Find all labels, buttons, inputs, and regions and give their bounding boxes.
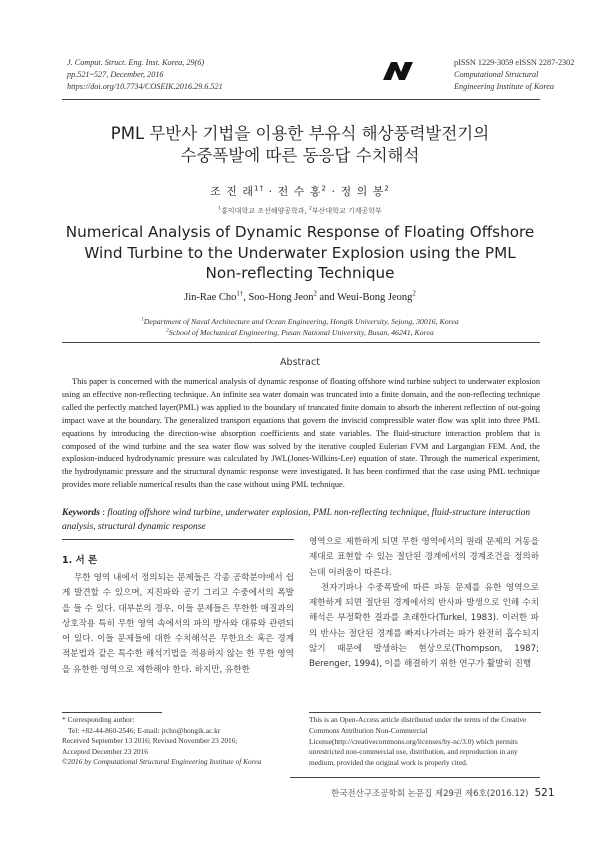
open-access-notice: This is an Open-Access article distributed under the terms of the Creative Commons Attribution Non-Commercial License(http://creativecommons.org/licenses/by-nc/3.0) which permits unrestricted non-commercial use, distribution, and reproduction in any medium, provided the original work is properly cited. (309, 715, 527, 768)
body-column-left: 무한 영역 내에서 정의되는 문제들은 각종 공학분야에서 쉽게 발견할 수 있으며, 지진파와 공기 그리고 수중에서의 폭발을 들 수 있다. 대부분의 경우, 이들 문제들은 무한한 매질과의 상호작용 특히 무한 영역 속에서의 파의 방사와 대류와 관련되어 있다. 이들 문제들에 대한 수치해석은 무한요소 혹은 경계적분법과 같은 특수한 해석기법을 적용하지 않는 한 무한 영역을 유한한 영역으로 제한해야 한다. 하지만, 유한한 (62, 573, 294, 675)
body-column-right (309, 535, 539, 673)
received-dates: Received September 13 2016; Revised November 23 2016; (62, 736, 238, 745)
author-name: Soo-Hong Jeon (248, 292, 314, 303)
abstract-body: This paper is concerned with the numerical analysis of dynamic response of floating offshore wind turbine subject to underwater explosion using an effective non-reflecting technique. An infinite sea water domain was truncated into a finite domain, and the non-reflecting technique called the perfectly matched layer(PML) was applied to the boundary of truncated finite domain to absorb the inherent reflection of out-going impact wave at the boundary. The generalized transport equations that govern the inviscid compressible water flow was split into three PML equations by introducing the direction-wise absorption coefficients and state variables. The fluid-structure interaction problem that is composed of the wind turbine and the sea water flow was solved by the iterative coupled Eulerian FVM and Largangian FEM. And, the explosion-induced hydrodynamic pressure was calculated by JWL(Jones-Wilkins-Lee) equation of state. Through the numerical experiment, the hydrodynamic pressure and the structural dynamic response were investigated. It has been confirmed that the case using PML technique provides more reliable numerical results than the case without using PML technique. (62, 377, 540, 490)
open-access-divider (309, 712, 541, 713)
author-name: Jin-Rae Cho (184, 292, 237, 303)
cosek-logo-icon (381, 60, 415, 82)
author-separator: , (243, 292, 249, 303)
author-name: 전 수 홍 (277, 185, 322, 198)
author-mark: 2 (321, 183, 327, 193)
affiliation-line (0, 316, 600, 327)
section-divider (62, 539, 294, 540)
title-english-line: Wind Turbine to the Underwater Explosion using the PML (84, 243, 516, 262)
author-mark: 2 (384, 183, 390, 193)
journal-issn-block (454, 57, 574, 93)
footer-divider (290, 777, 540, 778)
paragraph: 전자기파나 수중폭발에 따른 파동 문제를 유한 영역으로 제한하게 되면 절단된 경계에서의 반사파 발생으로 인해 수치해석은 부정확한 결과를 초래한다(Turkel, 1983). 이러한 파의 반사는 절단된 경계를 빠져나가려는 파가 완전히 흡수되지 않기 때문에 발생하는 현상으로(Thompson, 1987; Berenger, 1994), 이를 해결하기 위한 연구가 활발히 진행 (309, 582, 539, 670)
author-mark: 1† (253, 183, 265, 193)
title-english-line: Non-reflecting Technique (205, 264, 395, 282)
corresponding-author-label: * Corresponding author: (62, 715, 135, 724)
title-korean-line: PML 무반사 기법을 이용한 부유식 해상풍력발전기의 (110, 124, 490, 143)
footnotes (62, 715, 298, 768)
citation-line: J. Comput. Struct. Eng. Inst. Korea, 29(6) (67, 58, 205, 67)
affiliation-text: 홍익대학교 조선해양공학과, (221, 207, 309, 215)
affiliation-mark: 1 (218, 206, 222, 212)
author-separator: · (327, 185, 341, 198)
author-mark: 2 (412, 290, 416, 298)
author-mark: 2 (313, 290, 317, 298)
affiliations-english (0, 316, 600, 338)
society-line: Engineering Institute of Korea (454, 82, 554, 91)
abstract-heading: Abstract (280, 357, 320, 368)
author-separator: · (264, 185, 278, 198)
affiliation-text: Department of Naval Architecture and Ocean Engineering, Hongik University, Sejong, 30016, Korea (143, 317, 459, 326)
paragraph: 영역으로 제한하게 되면 무한 영역에서의 원래 문제의 거동을 제대로 표현할 수 있는 절단된 경계에서의 경계조건을 정의하는데 어려움이 따른다. (309, 537, 539, 578)
affiliations-korean (0, 206, 600, 216)
page-number: 521 (534, 787, 555, 799)
keywords-separator: : (100, 508, 108, 518)
keywords-label: Keywords (62, 508, 100, 518)
footer-journal: 한국전산구조공학회 논문집 제29권 제6호(2016.12) (331, 789, 529, 799)
author-name: Weui-Bong Jeong (337, 292, 413, 303)
citation-line: pp.521~527, December, 2016 (67, 70, 164, 79)
authors-korean (0, 183, 600, 199)
affiliation-mark: 1 (141, 316, 144, 323)
header-divider (62, 99, 540, 100)
footnote-divider (62, 712, 162, 713)
keywords-block (62, 506, 540, 534)
affiliation-text: 부산대학교 기계공학부 (311, 207, 382, 215)
accepted-date: Accepted December 23 2016 (62, 746, 148, 756)
author-mark: 1† (236, 290, 244, 298)
page-footer (331, 787, 555, 799)
affiliation-line (0, 327, 600, 338)
copyright-line: ©2016 by Computational Structural Engineering Institute of Korea (62, 757, 262, 766)
author-name: 정 의 봉 (340, 185, 385, 198)
issn-line: pISSN 1229-3059 eISSN 2287-2302 (454, 58, 575, 67)
title-english-line: Numerical Analysis of Dynamic Response of Floating Offshore (65, 223, 535, 241)
corresponding-author-contact: Tel: +82-44-860-2546; E-mail: jrcho@hongik.ac.kr (68, 725, 221, 735)
title-korean (0, 123, 600, 167)
affiliation-mark: 2 (166, 327, 169, 334)
section-heading-intro: 1. 서 론 (62, 555, 98, 566)
abstract-top-divider (62, 342, 540, 343)
author-separator: and (316, 292, 338, 303)
affiliation-mark: 2 (308, 206, 312, 212)
author-name: 조 진 래 (210, 185, 254, 198)
title-english (0, 222, 600, 284)
society-line: Computational Structural (454, 70, 539, 79)
journal-citation (67, 57, 223, 93)
affiliation-text: School of Mechanical Engineering, Pusan National University, Busan, 46241, Korea (168, 328, 434, 337)
doi-link[interactable]: https://doi.org/10.7734/COSEIK.2016.29.6.521 (67, 82, 223, 91)
title-korean-line: 수중폭발에 따른 동응답 수치해석 (180, 146, 420, 165)
keywords-text: floating offshore wind turbine, underwater explosion, PML non-reflecting technique, fluid-structure interaction analysis, structural dynamic response (62, 508, 531, 532)
authors-english (0, 292, 600, 303)
